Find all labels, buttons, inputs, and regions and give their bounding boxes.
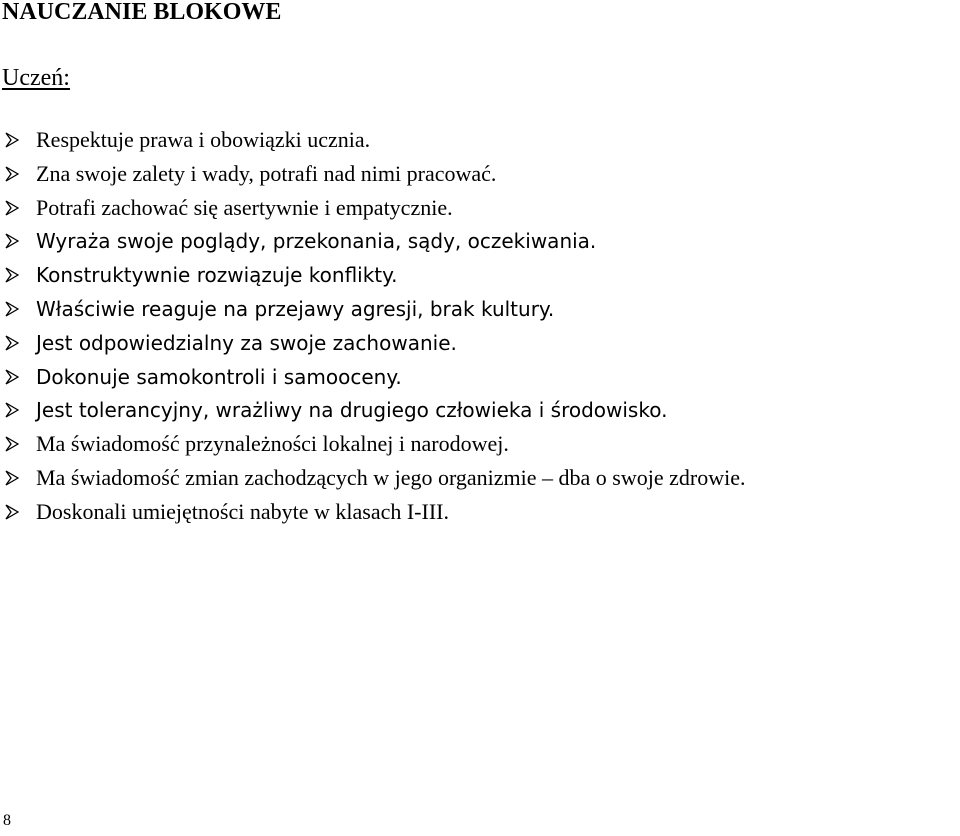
arrowhead-bullet-icon bbox=[5, 166, 19, 182]
arrowhead-bullet-icon bbox=[5, 301, 19, 317]
list-item-text: Ma świadomość zmian zachodzących w jego organizmie – dba o swoje zdrowie. bbox=[36, 464, 746, 490]
arrowhead-bullet-icon bbox=[5, 267, 19, 283]
list-item-text: Respektuje prawa i obowiązki ucznia. bbox=[36, 127, 371, 152]
arrowhead-bullet-icon bbox=[5, 233, 19, 249]
list-item-text: Właściwie reaguje na przejawy agresji, brak kultury. bbox=[36, 296, 555, 321]
list-item-text: Ma świadomość przynależności lokalnej i narodowej. bbox=[36, 431, 509, 457]
list-item-text: Wyraża swoje poglądy, przekonania, sądy, oczekiwania. bbox=[36, 229, 597, 254]
arrowhead-bullet-icon bbox=[5, 436, 19, 452]
list-item-text: Zna swoje zalety i wady, potrafi nad nimi pracować. bbox=[36, 160, 497, 186]
arrowhead-bullet-icon bbox=[5, 504, 19, 520]
list-item-text: Jest tolerancyjny, wrażliwy na drugiego człowieka i środowisko. bbox=[36, 398, 668, 423]
arrowhead-bullet-icon bbox=[5, 470, 19, 486]
arrowhead-bullet-icon bbox=[5, 369, 19, 385]
document-title: NAUCZANIE BLOKOWE bbox=[2, 0, 282, 25]
arrowhead-bullet-icon bbox=[5, 132, 19, 148]
list-item-text: Jest odpowiedzialny za swoje zachowanie. bbox=[36, 330, 457, 355]
list-item-text: Konstruktywnie rozwiązuje konflikty. bbox=[36, 263, 398, 288]
arrowhead-bullet-icon bbox=[5, 402, 19, 418]
list-item-text: Dokonuje samokontroli i samooceny. bbox=[36, 364, 402, 389]
list-item-text: Potrafi zachować się asertywnie i empatycznie. bbox=[36, 194, 453, 220]
document-subtitle: Uczeń: bbox=[2, 65, 70, 91]
page-number: 8 bbox=[3, 812, 11, 829]
list-item-text: Doskonali umiejętności nabyte w klasach I-III. bbox=[36, 498, 449, 524]
arrowhead-bullet-icon bbox=[5, 200, 19, 216]
arrowhead-bullet-icon bbox=[5, 335, 19, 351]
